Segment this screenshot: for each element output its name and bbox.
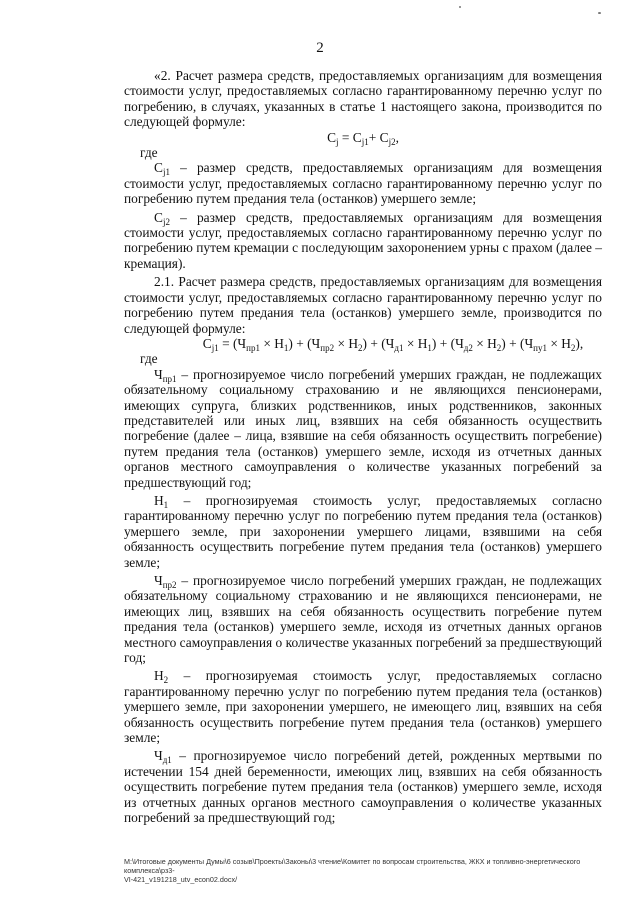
definition-n2: $Н_2$ – прогнозируемая стоимость услуг, предоставляемых согласно гарантированному перечню услуг по погребению путем предания тела (останков) умершего земле, при захоронении умершего, не имеющего лиц, взявших на себя обязанность осуществить погребение путем предания тела (останков) умершего земле; [124,668,602,746]
definition-chpr2: $Ч_{пр2}$ – прогнозируемое число погребений умерших граждан, не подлежащих обязательному социальному страхованию и не являющихся пенсионерами, не имеющих лиц, взявших на себя обязанность осуществить погребение путем предания тела (останков) умершего земле, исходя из отчетных данных органов местного самоуправления о количестве указанных погребений за предшествующий год; [124,573,602,666]
definition-chd1: $Ч_{д1}$ – прогнозируемое число погребений детей, рожденных мертвыми по истечении 154 дней беременности, имеющих лиц, взявших на себя обязанность осуществить погребение путем предания тела (останков) умершего земле, исходя из отчетных данных органов местного самоуправления о количестве указанных погребений за предшествующий год; [124,748,602,826]
page-number: 2 [316,40,324,56]
definition-cj2: $C_{j2}$ – размер средств, предоставляемых организациям для возмещения стоимости услуг, предоставляемых согласно гарантированному перечню услуг по погребению путем кремации с последующим захоронением урны с прахом (далее – кремация). [124,209,602,271]
definition-cj1: $C_{j1}$ – размер средств, предоставляемых организациям для возмещения стоимости услуг, предоставляемых согласно гарантированному перечню услуг по погребению путем предания тела (останков) умершего земле; [124,160,602,207]
document-body [124,68,602,826]
definition-n1: $Н_1$ – прогнозируемая стоимость услуг, предоставляемых согласно гарантированному перечню услуг по погребению путем предания тела (останков) умершего земле, при захоронении умершего лицами, взявшими на себя обязанность осуществить погребение путем предания тела (останков) умершего земле; [124,492,602,570]
scan-speck [598,12,601,14]
footer-line-2: VI-421_v191218_utv_econ02.docx/ [124,875,238,884]
formula-cj1: $C_{j1} = (Ч_{пр1} \times Н_1) + (Ч_{пр2} \times Н_2) + (Ч_{д1} \times Н_1) + (Ч_{д2} \times Н_2) + (Ч_{пу1} \times Н_2)$, [202,335,584,353]
footer-line-1: M:\Итоговые документы Думы\6 созыв\Проекты\Законы\3 чтение\Комитет по вопросам строительства, ЖКХ и топливно-энергетического комплекса\рз3- [124,857,581,875]
file-path-footer [124,857,604,884]
where-label-2: где [140,351,158,367]
paragraph-2: «2. Расчет размера средств, предоставляемых организациям для возмещения стоимости услуг, предоставляемых согласно гарантированному перечню услуг по погребению, в случаях, указанных в статье 1 настоящего закона, производится по следующей формуле: [124,68,602,130]
scan-speck [459,6,461,8]
paragraph-2-1: 2.1. Расчет размера средств, предоставляемых организациям для возмещения стоимости услуг, предоставляемых согласно гарантированному перечню услуг по погребению путем предания тела (останков) умершего земле, производится по следующей формуле: [124,274,602,336]
where-label: где [140,145,158,161]
formula-cj: $C_j = C_{j1}+ C_{j2}$, [327,129,399,147]
definition-chpr1: $Ч_{пр1}$ – прогнозируемое число погребений умерших граждан, не подлежащих обязательному социальному страхованию и не являющихся пенсионерами, имеющих супруга, близких родственников, иных родственников, законных представителей или иных лиц, взявших на себя обязанность осуществить погребение (далее – лица, взявшие на себя обязанность осуществить погребение) путем предания тела (останков) умершего земле, исходя из отчетных данных органов местного самоуправления о количестве указанных погребений за предшествующий год; [124,366,602,490]
